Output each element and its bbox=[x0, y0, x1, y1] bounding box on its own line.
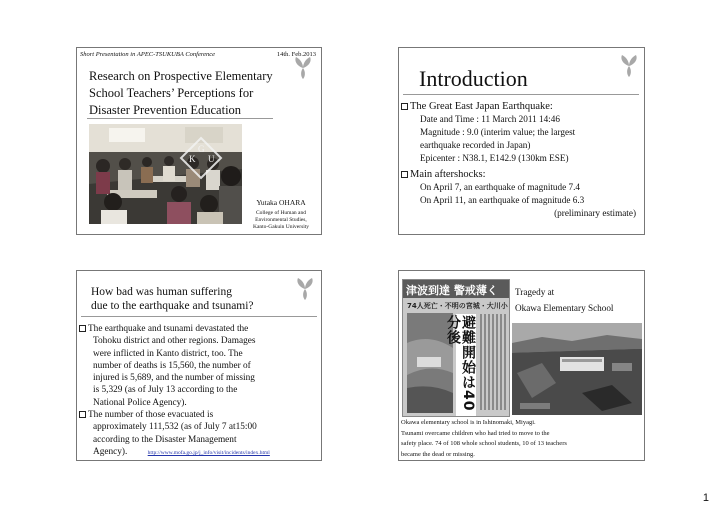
slide-date: 14th. Feb.2013 bbox=[276, 51, 316, 58]
aftershock-line: On April 7, an earthquake of magnitude 7.4 bbox=[420, 182, 580, 192]
bullet-heading bbox=[401, 168, 636, 181]
checkbox-bullet-icon bbox=[401, 103, 408, 110]
bullet-heading-text: Main aftershocks: bbox=[410, 169, 486, 180]
detail-line: Epicenter : N38.1, E142.9 (130km ESE) bbox=[420, 153, 569, 163]
bullet-text: National Police Agency). bbox=[93, 397, 187, 408]
aftershock-list bbox=[420, 181, 636, 220]
heading-divider bbox=[403, 94, 639, 95]
earthquake-section bbox=[401, 100, 636, 220]
conference-label: Short Presentation in APEC-TSUKUBA Conference bbox=[80, 51, 216, 58]
page-number: 1 bbox=[702, 492, 709, 504]
checkbox-bullet-icon bbox=[79, 411, 86, 418]
photo-caption bbox=[401, 418, 567, 460]
bullet-text: number of deaths is 15,560, the number of bbox=[93, 360, 251, 371]
slide-heading bbox=[515, 284, 613, 316]
title-line: Disaster Prevention Education bbox=[89, 103, 242, 117]
svg-text:U: U bbox=[208, 154, 215, 164]
heading-line: How bad was human suffering bbox=[91, 286, 232, 298]
slide-title bbox=[76, 47, 322, 235]
bullet-text: The number of those evacuated is bbox=[88, 410, 214, 421]
earthquake-details bbox=[420, 113, 636, 165]
caption-line: safety place. 74 of 108 whole school students, 10 of 13 teachers bbox=[401, 440, 567, 447]
author-affiliation bbox=[243, 210, 319, 231]
vertical-headline: 避難開始は40分後 bbox=[456, 314, 476, 416]
checkbox-bullet-icon bbox=[401, 171, 408, 178]
bullet-continuation bbox=[93, 421, 270, 459]
checkbox-bullet-icon bbox=[79, 325, 86, 332]
slide-introduction bbox=[398, 47, 645, 235]
detail-line: Date and Time : 11 March 2011 14:46 bbox=[420, 114, 560, 124]
bullet-text: Agency). bbox=[93, 446, 128, 457]
bullet-item bbox=[79, 323, 270, 409]
estimate-note: (preliminary estimate) bbox=[554, 208, 636, 218]
presentation-title bbox=[89, 68, 273, 119]
bullet-text: is 5,329 (as of July 13 according to the bbox=[93, 385, 238, 396]
heading-line: due to the earthquake and tsunami? bbox=[91, 300, 254, 312]
svg-text:G: G bbox=[198, 144, 205, 154]
slide-heading: Introduction bbox=[419, 66, 528, 91]
title-divider bbox=[87, 118, 273, 119]
bullet-continuation bbox=[93, 335, 270, 409]
heading-divider bbox=[81, 316, 317, 317]
newspaper-clipping bbox=[402, 279, 510, 417]
suffering-body bbox=[79, 323, 270, 459]
bullet-text: The earthquake and tsunami devastated the bbox=[88, 324, 249, 334]
bullet-heading-text: The Great East Japan Earthquake: bbox=[410, 101, 553, 112]
newspaper-article-text bbox=[479, 314, 506, 410]
aftershock-line: On April 11, an earthquake of magnitude 6.3 bbox=[420, 195, 585, 205]
caption-line: Tsunami overcame children who had tried to move to the bbox=[401, 429, 550, 437]
newspaper-headline: 津波到達 警戒薄く bbox=[406, 284, 498, 297]
heading-line: Tragedy at bbox=[515, 287, 555, 297]
author-name: Yutaka OHARA bbox=[256, 198, 306, 207]
title-line: School Teachers’ Perceptions for bbox=[89, 86, 254, 100]
svg-text:K: K bbox=[189, 154, 196, 164]
slide-okawa-tragedy bbox=[398, 270, 645, 461]
caption-line: became the dead or missing. bbox=[401, 450, 475, 458]
slide-heading bbox=[91, 285, 254, 313]
bullet-heading bbox=[401, 100, 636, 113]
affiliation-line: Kanto-Gakuin University bbox=[252, 224, 310, 230]
bullet-text: were inflicted in Kanto district, too. The bbox=[93, 348, 243, 359]
tsunami-damage-photo bbox=[512, 323, 642, 415]
detail-line: Magnitude : 9.0 (interim value; the largest bbox=[420, 127, 576, 137]
university-logo bbox=[177, 134, 225, 182]
bullet-text: Tohoku district and other regions. Damages bbox=[93, 336, 256, 347]
bullet-last-line bbox=[93, 446, 270, 459]
bullet-text: injured is 5,689, and the number of missing bbox=[93, 373, 255, 384]
source-link[interactable]: http://www.mofa.go.jp/j_info/visit/incidents/index.html bbox=[147, 449, 270, 456]
leaf-icon bbox=[293, 277, 317, 301]
leaf-icon bbox=[617, 54, 641, 78]
bullet-text: according to the Disaster Management bbox=[93, 434, 237, 445]
caption-line: Okawa elementary school is in Ishinomaki, Miyagi. bbox=[401, 419, 536, 426]
heading-line: Okawa Elementary School bbox=[515, 303, 614, 313]
affiliation-line: Environmental Studies, bbox=[255, 217, 307, 223]
bullet-line bbox=[79, 323, 270, 335]
leaf-icon bbox=[291, 56, 315, 80]
title-line: Research on Prospective Elementary bbox=[89, 69, 273, 83]
newspaper-subheadline: 74人死亡・不明の宮城・大川小 bbox=[407, 302, 508, 310]
affiliation-line: College of Human and bbox=[256, 210, 306, 216]
bullet-item bbox=[79, 409, 270, 459]
bullet-line bbox=[79, 409, 270, 421]
bullet-text: approximately 111,532 (as of July 7 at15:00 bbox=[93, 422, 257, 433]
detail-line: earthquake recorded in Japan) bbox=[420, 140, 531, 150]
slide-human-suffering bbox=[76, 270, 322, 461]
